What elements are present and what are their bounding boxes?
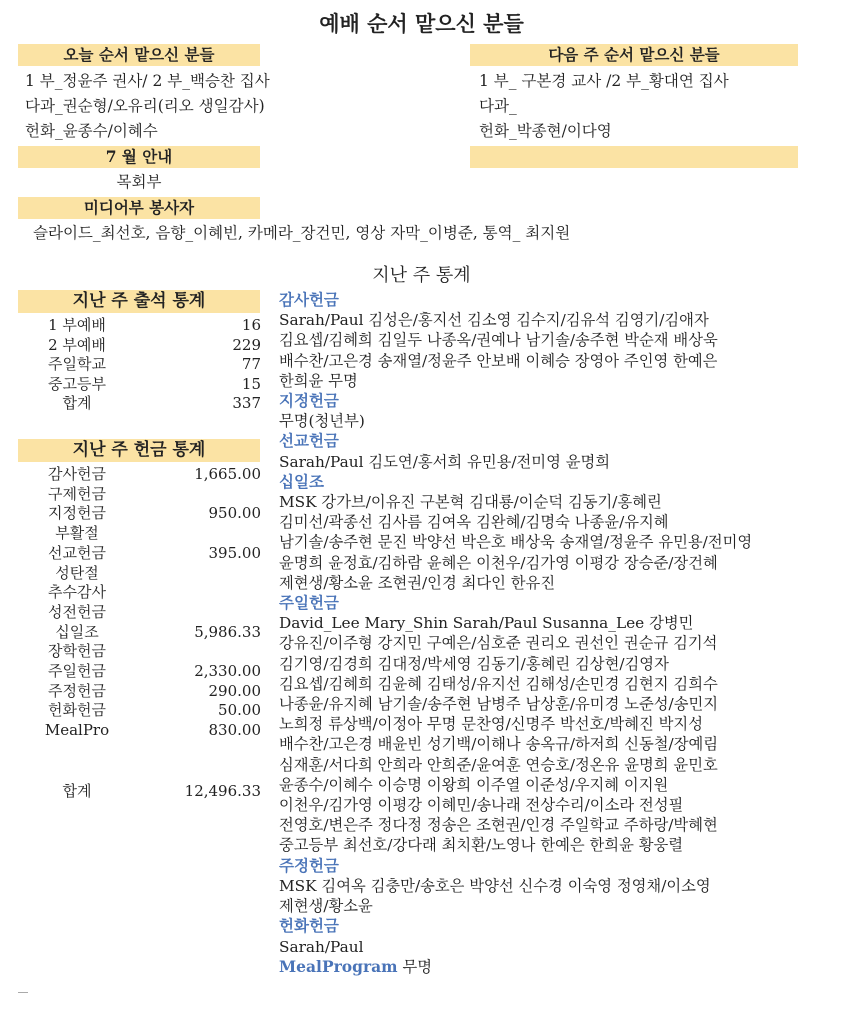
today-header: 오늘 순서 맡으신 분들 <box>18 44 260 66</box>
flower-heading: 헌화헌금 <box>279 916 339 936</box>
offering-value: 5,986.33 <box>194 622 261 641</box>
next-line-3: 헌화_박종현/이다영 <box>479 122 612 140</box>
offering-value: 830.00 <box>208 721 261 740</box>
offering-value: 290.00 <box>208 681 261 700</box>
sunday-line: 나종윤/유지혜 남기솔/송주현 남병주 남상훈/유미경 노준성/송민지 <box>279 695 719 714</box>
offering-label: 지정헌금 <box>48 504 106 523</box>
meal-heading: MealProgram <box>279 956 398 976</box>
offering-value: 50.00 <box>218 701 261 720</box>
offering-label: MealPro <box>44 721 110 740</box>
offering-label: 추수감사 <box>48 583 106 602</box>
footer-divider <box>18 992 28 993</box>
attendance-label: 1 부예배 <box>48 316 106 334</box>
offering-label: 장학헌금 <box>48 642 106 661</box>
next-line-1: 1 부_ 구본경 교사 /2 부_황대연 집사 <box>479 72 729 90</box>
offering-value: 1,665.00 <box>194 465 261 483</box>
media-line: 슬라이드_최선호, 음향_이혜빈, 카메라_장건민, 영상 자막_이병준, 통역_ 최지원 <box>33 224 571 242</box>
sunday-line: 중고등부 최선호/강다래 최치환/노영나 한예은 한희윤 황웅렬 <box>279 836 684 855</box>
offering-label: 주정헌금 <box>48 681 106 700</box>
sunday-line: David_Lee Mary_Shin Sarah/Paul Susanna_Lee 강병민 <box>279 614 694 633</box>
donor-list <box>279 290 839 977</box>
offering-label: 감사헌금 <box>48 465 106 483</box>
weekly-line: 제현생/황소윤 <box>279 897 373 916</box>
attendance-label: 중고등부 <box>48 374 106 393</box>
today-line-1: 1 부_정윤주 권사/ 2 부_백승찬 집사 <box>25 72 270 90</box>
sunday-line: 심재훈/서다희 안희라 안희준/윤여훈 연승호/정온유 윤명희 윤민호 <box>279 755 718 774</box>
sunday-line: 김기영/김경희 김대정/박세영 김동기/홍혜린 김상현/김영자 <box>279 654 669 673</box>
weekly-heading: 주정헌금 <box>279 855 339 875</box>
offering-total-label: 합계 <box>62 782 92 800</box>
thanks-heading: 감사헌금 <box>279 290 339 309</box>
attendance-header: 지난 주 출석 통계 <box>18 290 260 313</box>
sunday-line: 전영호/변은주 정다정 정송은 조현권/인경 주일학교 주하랑/박혜현 <box>279 816 718 835</box>
next-line-2: 다과_ <box>479 97 517 115</box>
sunday-line: 강유진/이주형 강지민 구예은/심호준 권리오 권선인 권순규 김기석 <box>279 634 718 653</box>
tithe-line: 남기솔/송주현 문진 박양선 박은호 배상욱 송재열/정윤주 유민용/전미영 <box>279 533 753 552</box>
offering-value: 395.00 <box>208 543 261 562</box>
sunday-line: 이천우/김가영 이평강 이혜민/송나래 전상수리/이소라 전성필 <box>279 796 684 815</box>
offering-label: 헌화헌금 <box>48 701 106 720</box>
attendance-label: 주일학교 <box>48 355 106 373</box>
attendance-value: 229 <box>232 335 261 354</box>
offering-label: 주일헌금 <box>48 662 106 680</box>
offering-label: 성탄절 <box>55 563 99 582</box>
today-line-3: 헌화_윤종수/이혜수 <box>25 122 158 140</box>
offering-label: 구제헌금 <box>48 484 106 503</box>
tithe-heading: 십일조 <box>279 471 324 491</box>
thanks-line: 배수찬/고은경 송재열/정윤주 안보배 이혜승 장영아 주인영 한예은 <box>279 351 718 370</box>
attendance-value: 16 <box>241 316 261 334</box>
tithe-line: 제현생/황소윤 조현권/인경 최다인 한유진 <box>279 573 556 592</box>
offering-label: 선교헌금 <box>48 543 106 562</box>
july-line: 목회부 <box>116 173 162 191</box>
designated-line: 무명(청년부) <box>279 412 365 431</box>
weekly-line: MSK 김여옥 김충만/송호은 박양선 신수경 이숙영 정영채/이소영 <box>279 876 711 895</box>
tithe-line: MSK 강가브/이유진 구본혁 김대룡/이순덕 김동기/홍혜린 <box>279 493 662 512</box>
sunday-heading: 주일헌금 <box>279 593 339 613</box>
next-empty-band <box>470 146 798 168</box>
tithe-line: 윤명희 윤정효/김하람 윤혜은 이천우/김가영 이평강 장승준/장건혜 <box>279 553 718 572</box>
page-title: 예배 순서 맡으신 분들 <box>319 11 524 36</box>
meal-line <box>279 957 839 977</box>
designated-heading: 지정헌금 <box>279 391 339 411</box>
sunday-line: 윤종수/이혜수 이승명 이왕희 이주열 이준성/우지혜 이지원 <box>279 775 669 794</box>
media-header: 미디어부 봉사자 <box>18 197 260 219</box>
mission-heading: 선교헌금 <box>279 431 339 451</box>
tithe-line: 김미선/곽종선 김사름 김여옥 김완혜/김명숙 나종윤/유지혜 <box>279 513 669 532</box>
next-header: 다음 주 순서 맡으신 분들 <box>470 44 798 66</box>
offering-label: 부활절 <box>55 524 99 543</box>
mission-line: Sarah/Paul 김도연/홍서희 유민용/전미영 윤명희 <box>279 452 611 471</box>
offering-label: 성전헌금 <box>48 602 106 621</box>
meal-donor: 무명 <box>402 957 432 976</box>
sunday-line: 배수찬/고은경 배윤빈 성기백/이해나 송옥규/하저희 신동철/장예림 <box>279 735 719 754</box>
stats-subtitle: 지난 주 통계 <box>372 265 471 286</box>
offering-label: 십일조 <box>55 622 99 641</box>
offering-value: 2,330.00 <box>194 662 261 680</box>
attendance-value: 337 <box>232 394 261 412</box>
offering-value: 950.00 <box>208 504 261 523</box>
attendance-label: 합계 <box>62 394 92 412</box>
offering-total-value: 12,496.33 <box>184 782 261 800</box>
thanks-line: 한희윤 무명 <box>279 371 358 390</box>
thanks-line: 김요셉/김혜희 김일두 나종옥/권예나 남기솔/송주현 박순재 배상욱 <box>279 331 718 350</box>
flower-line: Sarah/Paul <box>279 937 364 956</box>
sunday-line: 노희정 류상백/이정아 무명 문찬영/신명주 박선호/박혜진 박지성 <box>279 715 703 734</box>
today-line-2: 다과_권순형/오유리(리오 생일감사) <box>25 97 265 115</box>
attendance-value: 15 <box>241 374 261 393</box>
attendance-label: 2 부예배 <box>48 335 106 354</box>
july-header: 7 월 안내 <box>18 146 260 168</box>
sunday-line: 김요셉/김혜희 김윤혜 김태성/유지선 김해성/손민경 김현지 김희수 <box>279 674 718 693</box>
offering-header: 지난 주 헌금 통계 <box>18 439 260 462</box>
thanks-line: Sarah/Paul 김성은/홍지선 김소영 김수지/김유석 김영기/김애자 <box>279 311 709 330</box>
attendance-value: 77 <box>241 355 261 373</box>
